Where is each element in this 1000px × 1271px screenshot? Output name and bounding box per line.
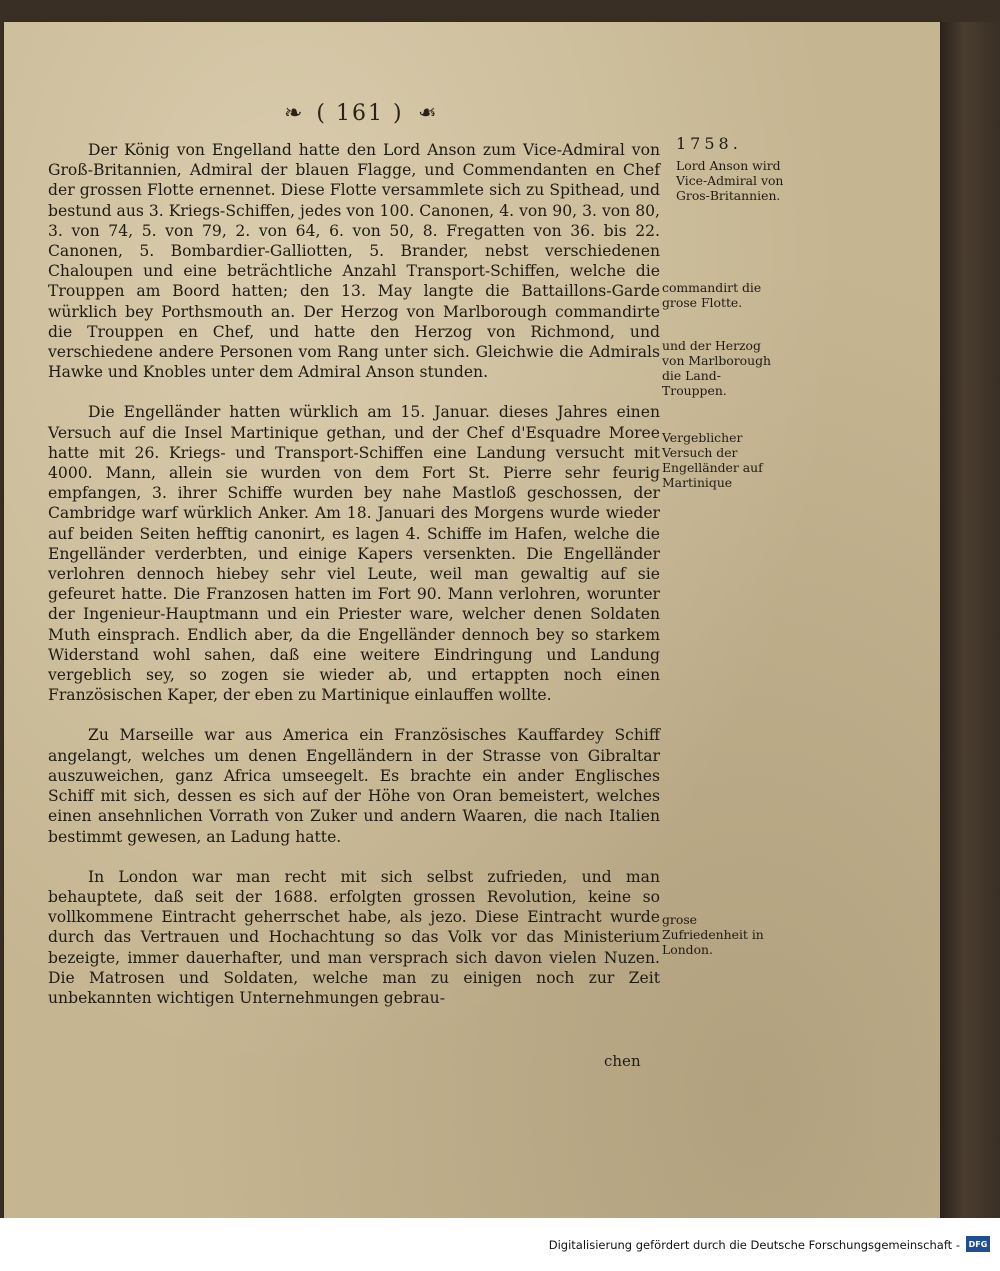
paragraph-4: In London war man recht mit sich selbst zufrieden, und man behauptete, daß seit der 1688. erfolgten grossen Revolution, keine so vollkommene Eintracht geherrschet habe, als jezo. Diese Eintracht wurde durch das Vertrauen und Hochachtung so das Volk vor das Ministerium bezeigte, immer dauerhafter, und man versprach sich davon vielen Nuzen. Die Matrosen und Soldaten, welche man zu einigen noch zur Zeit unbekannten wichtigen Unternehmungen gebrau- <box>48 867 660 1007</box>
paragraph-2: Die Engelländer hatten würklich am 15. Januar. dieses Jahres einen Versuch auf die Insel Martinique gethan, und der Chef d'Esquadre Moree hatte mit 26. Kriegs- und Transport-Schiffen eine Landung versucht mit 4000. Mann, allein sie wurden von dem Fort St. Pierre sehr feurig empfangen, 3. ihrer Schiffe wurden bey nahe Mastloß geschossen, der Cambridge warf würklich Anker. Am 18. Januari des Morgens wurde wieder auf beiden Seiten hefftig canonirt, es lagen 4. Schiffe im Hafen, welche die Engelländer verderbten, und einige Kapers versenkten. Die Engelländer verlohren dennoch hiebey sehr viel Leute, weil man gewaltig auf sie gefeuret hatte. Die Franzosen hatten im Fort 90. Mann verlohren, worunter der Ingenieur-Hauptmann und ein Priester ware, welcher denen Soldaten Muth einsprach. Endlich aber, da die Engelländer dennoch bey so starkem Widerstand wohl sahen, daß eine weitere Eindringung und Landung vergeblich sey, so zogen sie wieder ab, und ertappten noch einen Französischen Kaper, der eben zu Martinique einlauffen wollte. <box>48 403 660 705</box>
right-ornament-icon: ❧ <box>417 100 437 126</box>
marginal-note-3: und der Herzog von Marlborough die Land-Trouppen. <box>662 338 772 398</box>
main-text <box>48 140 660 1008</box>
page-header <box>240 98 480 128</box>
page-edge-shadow <box>940 22 1000 1218</box>
page-number: ( 161 ) <box>316 100 404 126</box>
paragraph-3: Zu Marseille war aus America ein Französisches Kauffardey Schiff angelangt, welches um denen Engelländern in der Strasse von Gibraltar auszuweichen, ganz Africa umseegelt. Es brachte ein ander Englisches Schiff mit sich, dessen es sich auf der Höhe von Oran bemeistert, welches einen ansehnlichen Vorrath von Zuker und andern Waaren, die nach Italien bestimmt gewesen, an Ladung hatte. <box>48 726 660 846</box>
year-marker: 1758. <box>676 134 742 153</box>
marginal-note-5: grose Zufriedenheit in London. <box>662 912 764 957</box>
marginal-note-2: commandirt die grose Flotte. <box>662 280 762 310</box>
marginal-note-4: Vergeblicher Versuch der Engelländer auf Martinique <box>662 430 763 490</box>
left-ornament-icon: ❧ <box>283 100 303 126</box>
marginal-note-1: Lord Anson wird Vice-Admiral von Gros-Britannien. <box>676 158 784 203</box>
footer-credit: Digitalisierung gefördert durch die Deutsche Forschungsgemeinschaft - <box>548 1238 960 1252</box>
paragraph-1: Der König von Engelland hatte den Lord Anson zum Vice-Admiral von Groß-Britannien, Admiral der blauen Flagge, und Commendanten en Chef der grossen Flotte ernennet. Diese Flotte versammlete sich zu Spithead, und bestund aus 3. Kriegs-Schiffen, jedes von 100. Canonen, 4. von 90, 3. von 80, 3. von 74, 5. von 79, 2. von 64, 6. von 50, 8. Fregatten von 36. bis 22. Canonen, 5. Bombardier-Galliotten, 5. Brander, nebst verschiedenen Chaloupen und eine beträchtliche Anzahl Transport-Schiffen, welche die Trouppen am Boord hatten; den 13. May langte die Battaillons-Garde würklich bey Porthsmouth an. Der Herzog von Marlborough commandirte die Trouppen en Chef, und hatte den Herzog von Richmond, und verschiedene andere Personen vom Rang unter sich. Gleichwie die Admirals Hawke und Knobles unter dem Admiral Anson stunden. <box>48 141 660 382</box>
footer-bar <box>0 1218 1000 1271</box>
dfg-logo: DFG <box>966 1236 990 1252</box>
catchword: chen <box>604 1052 641 1070</box>
